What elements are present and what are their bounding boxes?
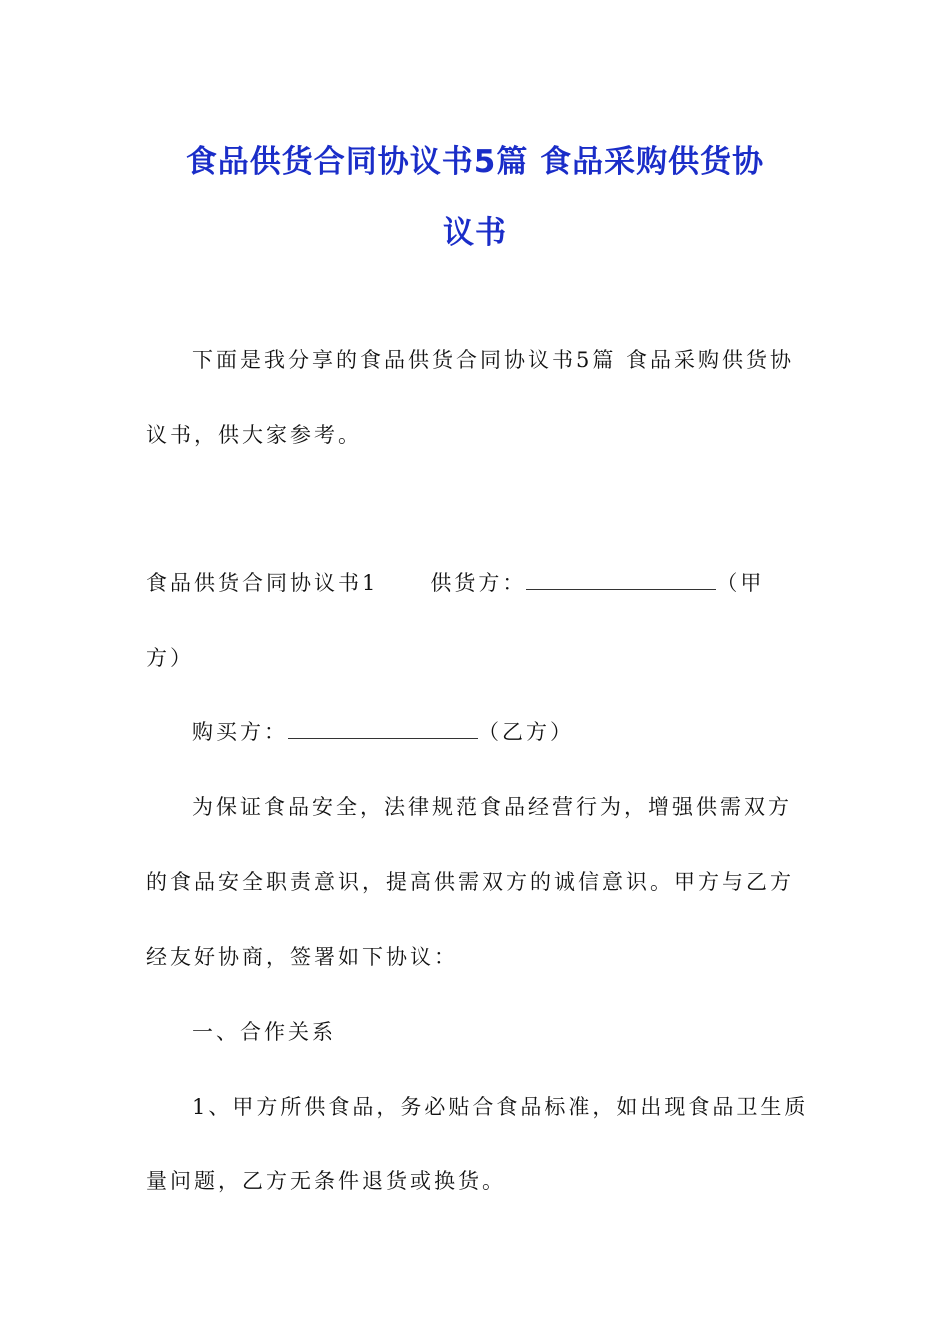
supplier-line xyxy=(146,568,764,598)
document-title-line-2: 议书 xyxy=(443,215,507,251)
para1-line-3: 经友好协商，签署如下协议： xyxy=(146,945,458,969)
supplier-suffix: （甲 xyxy=(716,571,765,595)
buyer-label: 购买方： xyxy=(192,720,288,744)
supplier-label: 供货方： xyxy=(430,571,527,595)
para1-line-2: 的食品安全职责意识，提高供需双方的诚信意识。甲方与乙方 xyxy=(146,870,794,894)
supplier-suffix-continued: 方） xyxy=(146,646,194,670)
item1-line-1: 1、甲方所供食品，务必贴合食品标准，如出现食品卫生质 xyxy=(192,1095,809,1119)
contract-heading: 食品供货合同协议书1 xyxy=(146,571,379,595)
intro-line-2: 议书，供大家参考。 xyxy=(146,423,362,447)
section1-title: 一、合作关系 xyxy=(192,1020,336,1044)
buyer-suffix: （乙方） xyxy=(478,720,574,744)
buyer-line xyxy=(192,717,574,747)
supplier-blank-field[interactable] xyxy=(526,569,716,590)
para1-line-1: 为保证食品安全，法律规范食品经营行为，增强供需双方 xyxy=(192,795,792,819)
document-title-line-1: 食品供货合同协议书5篇 食品采购供货协 xyxy=(185,144,765,180)
buyer-blank-field[interactable] xyxy=(288,718,478,739)
intro-line-1: 下面是我分享的食品供货合同协议书5篇 食品采购供货协 xyxy=(192,348,795,372)
item1-line-2: 量问题，乙方无条件退货或换货。 xyxy=(146,1169,506,1193)
